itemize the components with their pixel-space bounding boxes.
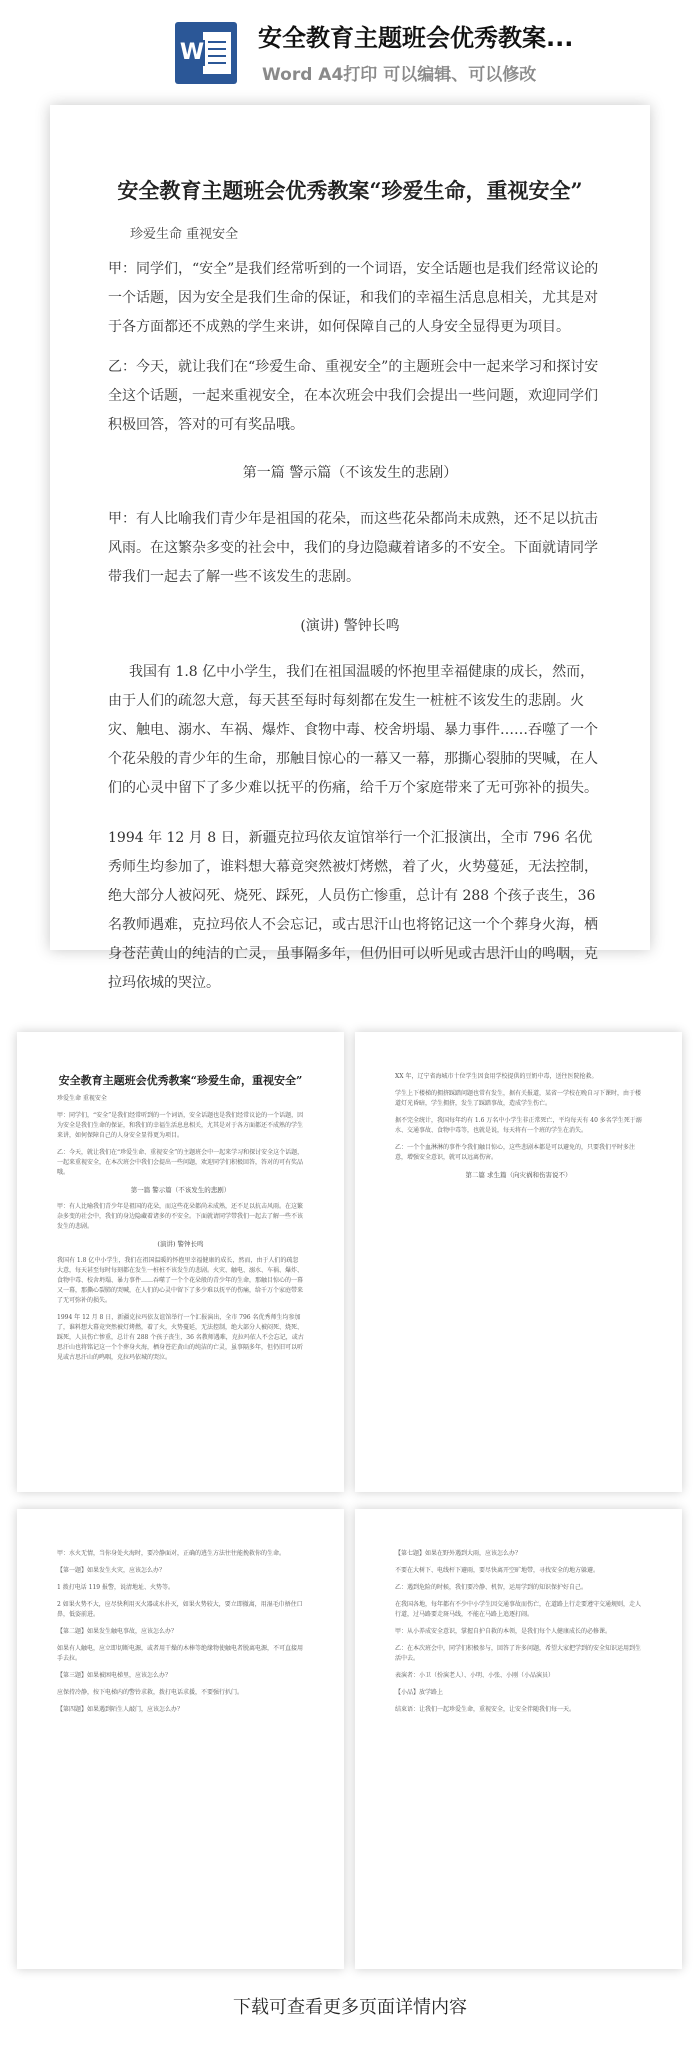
thumb-text: XX 年，辽宁省海城市十位学生因食用学校提供的豆奶中毒，送往医院抢救。 [395,1073,598,1080]
document-subtitle: Word A4打印 可以编辑、可以修改 [262,65,537,85]
page-thumbnail-4[interactable] [355,1509,682,1969]
thumb-text: 【第四题】如果遇到陌生人敲门，应该怎么办？ [57,1706,184,1713]
download-more-link[interactable]: 下载可查看更多页面详情内容 [233,1997,467,2018]
thumb-text: 2 如果火势不大，应尽快利用灭火器或水扑灭，如果火势较大，要立即撤离，用湿毛巾捂住口鼻，低姿前进。 [57,1601,303,1618]
chapter-heading: 第一篇 警示篇（不该发生的悲剧） [242,465,458,481]
thumb-text: 【第一题】如果发生火灾，应该怎么办？ [57,1567,166,1574]
thumb-text: 1994 年 12 月 8 日，新疆克拉玛依友谊馆举行一个汇报演出，全市 796 名优秀师生均参加了，谁料想大幕竟突然被灯烤燃，着了火，火势蔓延，无法控制，绝大部分人被闷死、烧死、踩死，人员伤亡惨重，总计有 288 个孩子丧生，36 名教师遇难，克拉玛依人不会忘记，或古思汗山也将铭记这一个个葬身火海，栖身苍茫黄山的纯洁的亡灵，虽事隔多年，但仍旧可以听见或古思汗山的鸣咽，克拉玛依城的哭泣。 [57,1314,304,1361]
thumb-text: 1 拨打电话 119 报警，说清地址、火势等。 [57,1584,174,1591]
word-letter: W [179,40,205,65]
thumb-text: 我国有 1.8 亿中小学生，我们在祖国温暖的怀抱里幸福健康的成长，然而，由于人们的疏忽大意，每天甚至每时每刻都在发生一桩桩不该发生的悲剧。火灾、触电、溺水、车祸、爆炸、食物中毒、校舍坍塌、暴力事件……吞噬了一个个花朵般的青少年的生命，那触目惊心的一幕又一幕，那撕心裂肺的哭喊，在人们的心灵中留下了多少难以抚平的伤痛，给千万个家庭带来了无可弥补的损失。 [57,1257,304,1304]
thumb-text: 【第三题】如果被困电梯里，应该怎么办？ [57,1672,172,1679]
word-doc-page [203,32,231,74]
thumb-text: 乙：在本次班会中，同学们积极参与，回答了许多问题，希望大家把学到的安全知识运用到生活中去。 [395,1645,642,1662]
thumb-text: 如果有人触电，应立即切断电源，或者用干燥的木棒等绝缘物使触电者脱离电源，不可直接用手去拉。 [57,1645,304,1662]
thumb-text: 甲：同学们，“安全”是我们经常听到的一个词语，安全话题也是我们经常议论的一个话题，因为安全是我们生命的保证，和我们的幸福生活息息相关，尤其是对于各方面都还不成熟的学生来讲，如何保障自己的人身安全显得更为项目。 [57,1112,304,1139]
thumb-chapter: 第二篇 求生篇（向灾祸和伤害说不） [465,1171,572,1179]
thumb-text: 结束语：让我们一起珍爱生命，重视安全，让安全伴随我们每一天。 [395,1706,576,1713]
thumb-heading: 安全教育主题班会优秀教案“珍爱生命，重视安全” [58,1074,303,1087]
thumb-text: 不要在大树下、电线杆下避雨，要尽快离开空旷地带，寻找安全的地方躲避。 [395,1567,600,1574]
thumb-chapter: (演讲) 警钟长鸣 [157,1240,204,1248]
thumb-text: 【第七题】如果在野外遇到大雨，应该怎么办？ [395,1550,522,1557]
thumb-text: 乙：遇到危险的时候，我们要冷静、机智，运用学到的知识保护好自己。 [395,1584,588,1591]
speech-heading: (演讲) 警钟长鸣 [300,618,400,634]
word-doc-icon [175,22,237,84]
header [0,0,700,95]
thumb-text: 应保持冷静，按下电梯内的警铃求救，拨打电话求援，不要强行扒门。 [57,1689,244,1696]
paragraph-2: 乙：今天，就让我们在“珍爱生命、重视安全”的主题班会中一起来学习和探讨安全这个话题，一起来重视安全，在本次班会中我们会提出一些问题，欢迎同学们积极回答，答对的可有奖品哦。 [108,359,599,433]
page-heading: 安全教育主题班会优秀教案“珍爱生命，重视安全” [117,178,583,203]
document-title: 安全教育主题班会优秀教案... [258,24,574,52]
page-section-label: 珍爱生命 重视安全 [130,227,239,242]
paragraph-4: 我国有 1.8 亿中小学生，我们在祖国温暖的怀抱里幸福健康的成长，然而，由于人们的疏忽大意，每天甚至每时每刻都在发生一桩桩不该发生的悲剧。火灾、触电、溺水、车祸、爆炸、食物中毒、校舍坍塌、暴力事件……吞噬了一个个花朵般的青少年的生命，那触目惊心的一幕又一幕，那撕心裂肺的哭喊，在人们的心灵中留下了多少难以抚平的伤痛，给千万个家庭带来了无可弥补的损失。 [108,664,598,796]
thumb-text: 甲：从小养成安全意识，掌握自护自救的本领，是我们每个人健康成长的必修课。 [395,1628,612,1635]
page-thumbnail-1[interactable] [17,1032,344,1492]
paragraph-1: 甲：同学们，“安全”是我们经常听到的一个词语，安全话题也是我们经常议论的一个话题，因为安全是我们生命的保证，和我们的幸福生活息息相关，尤其是对于各方面都还不成熟的学生来讲，如何保障自己的人身安全显得更为项目。 [108,261,599,335]
page-thumbnail-2[interactable] [355,1032,682,1492]
page-preview-1 [50,105,650,991]
thumb-text: 在我国各地，每年都有不少中小学生因交通事故而伤亡，在道路上行走要遵守交通规则，走人行道，过马路要走斑马线，不能在马路上追逐打闹。 [395,1601,642,1618]
thumb-text: 珍爱生命 重视安全 [57,1095,107,1102]
thumb-text: 【第二题】如果发生触电事故，应该怎么办？ [57,1628,178,1635]
thumb-text: 表演者：小卫（扮演老人）、小明、小张、小刚（小品演员） [395,1672,555,1679]
page-thumbnail-3[interactable] [17,1509,344,1969]
thumb-text: 【小品】放学路上 [395,1689,444,1696]
thumb-text: 甲：有人比喻我们青少年是祖国的花朵，而这些花朵都尚未成熟，还不足以抗击风雨。在这繁杂多变的社会中，我们的身边隐藏着诸多的不安全。下面就请同学带我们一起去了解一些不该发生的悲剧。 [57,1203,304,1230]
thumb-text: 甲：水火无情，当你身处火海时，要冷静面对，正确的逃生方法往往能挽救你的生命。 [57,1550,286,1557]
thumb-text: 据不完全统计，我国每年约有 1.6 万名中小学生非正常死亡，平均每天有 40 多名学生死于溺水、交通事故、食物中毒等，也就是说，每天将有一个班的学生在消失。 [395,1117,642,1134]
thumb-text: 乙：一个个血淋淋的事件令我们触目惊心，这些悲剧本都是可以避免的，只要我们平时多注意，增强安全意识，就可以远离伤害。 [395,1144,636,1161]
paragraph-3: 甲：有人比喻我们青少年是祖国的花朵，而这些花朵都尚未成熟，还不足以抗击风雨。在这繁杂多变的社会中，我们的身边隐藏着诸多的不安全。下面就请同学带我们一起去了解一些不该发生的悲剧。 [108,511,598,585]
thumb-chapter: 第一篇 警示篇（不该发生的悲剧） [130,1186,231,1194]
thumb-text: 学生上下楼梯的拥挤踩踏问题也常有发生，据有关报道，某省一学校在晚自习下课时，由于楼道灯光昏暗，学生拥挤，发生了踩踏事故，造成学生伤亡。 [395,1090,642,1107]
paragraph-5: 1994 年 12 月 8 日，新疆克拉玛依友谊馆举行一个汇报演出，全市 796 名优秀师生均参加了，谁料想大幕竟突然被灯烤燃，着了火，火势蔓延，无法控制，绝大部分人被闷死、烧死、踩死，人员伤亡惨重，总计有 288 个孩子丧生，36 名教师遇难，克拉玛依人不会忘记，或古思汗山也将铭记这一个个葬身火海，栖身苍茫黄山的纯洁的亡灵，虽事隔多年，但仍旧可以听见或古思汗山的鸣咽，克拉玛依城的哭泣。 [108,830,598,991]
thumb-text: 乙：今天，就让我们在“珍爱生命、重视安全”的主题班会中一起来学习和探讨安全这个话题，一起来重视安全，在本次班会中我们会提出一些问题，欢迎同学们积极回答，答对的可有奖品哦。 [57,1149,304,1176]
